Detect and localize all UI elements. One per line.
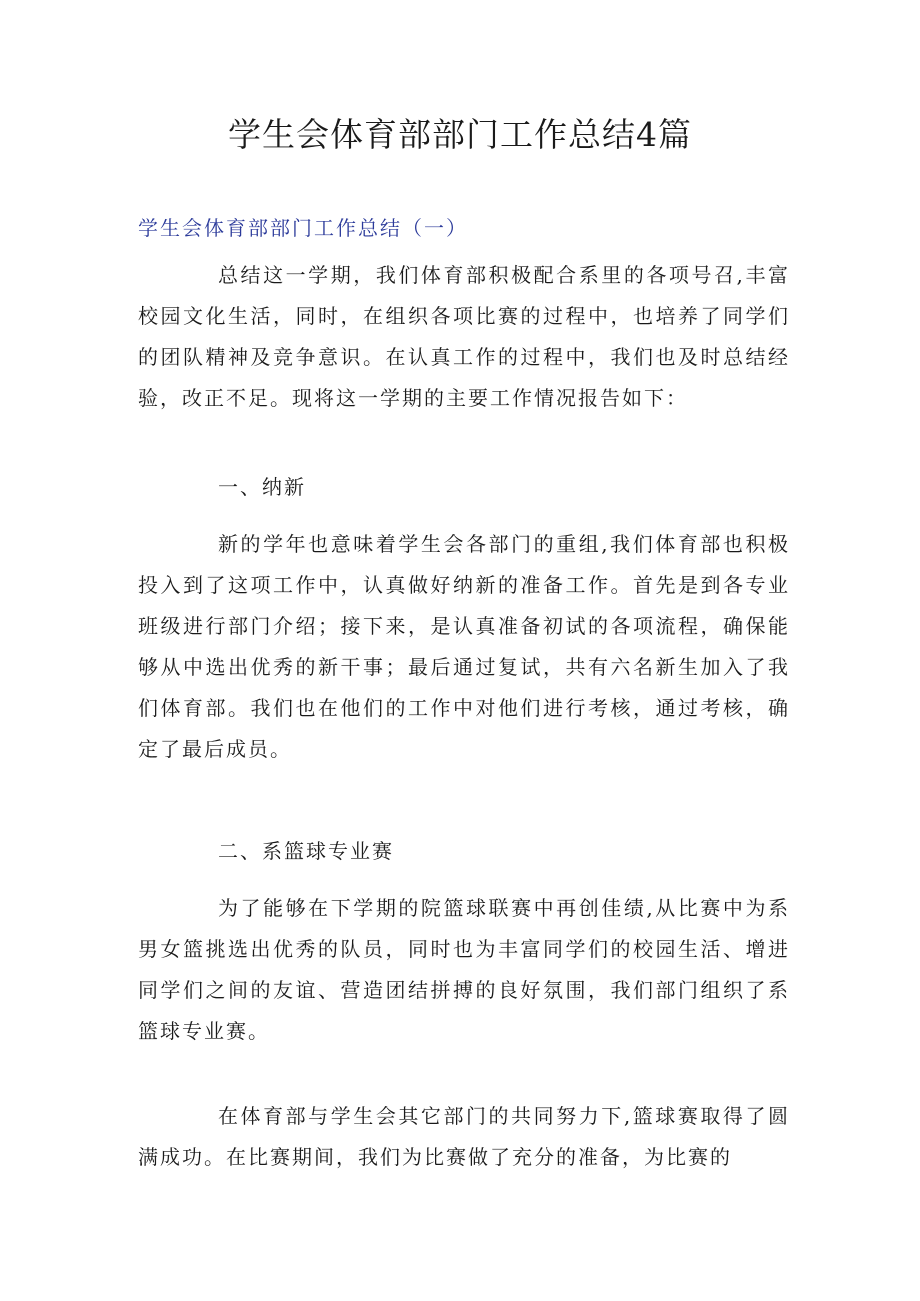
document-title: 学生会体育部部门工作总结4篇: [228, 115, 692, 154]
paragraph-basketball: 为了能够在下学期的院篮球联赛中再创佳绩,从比赛中为系男女篮挑选出优秀的队员，同时也为丰富同学们的校园生活、增进同学们之间的友谊、营造团结拼搏的良好氛围，我们部门组织了系篮球专业赛。: [138, 896, 790, 1043]
subheading-recruitment: 一、纳新: [218, 475, 306, 499]
subheading-basketball: 二、系篮球专业赛: [218, 839, 394, 863]
paragraph-intro: 总结这一学期，我们体育部积极配合系里的各项号召,丰富校园文化生活，同时，在组织各项比赛的过程中，也培养了同学们的团队精神及竞争意识。在认真工作的过程中，我们也及时总结经验，改正不足。现将这一学期的主要工作情况报告如下：: [138, 263, 790, 410]
section-heading: 学生会体育部部门工作总结（一）: [138, 216, 468, 240]
paragraph-recruitment: 新的学年也意味着学生会各部门的重组,我们体育部也积极投入到了这项工作中，认真做好纳新的准备工作。首先是到各专业班级进行部门介绍；接下来，是认真准备初试的各项流程，确保能够从中选出优秀的新干事；最后通过复试，共有六名新生加入了我们体育部。我们也在他们的工作中对他们进行考核，通过考核，确定了最后成员。: [138, 532, 790, 761]
paragraph-competition-result: 在体育部与学生会其它部门的共同努力下,篮球赛取得了圆满成功。在比赛期间，我们为比赛做了充分的准备，为比赛的: [138, 1104, 790, 1169]
